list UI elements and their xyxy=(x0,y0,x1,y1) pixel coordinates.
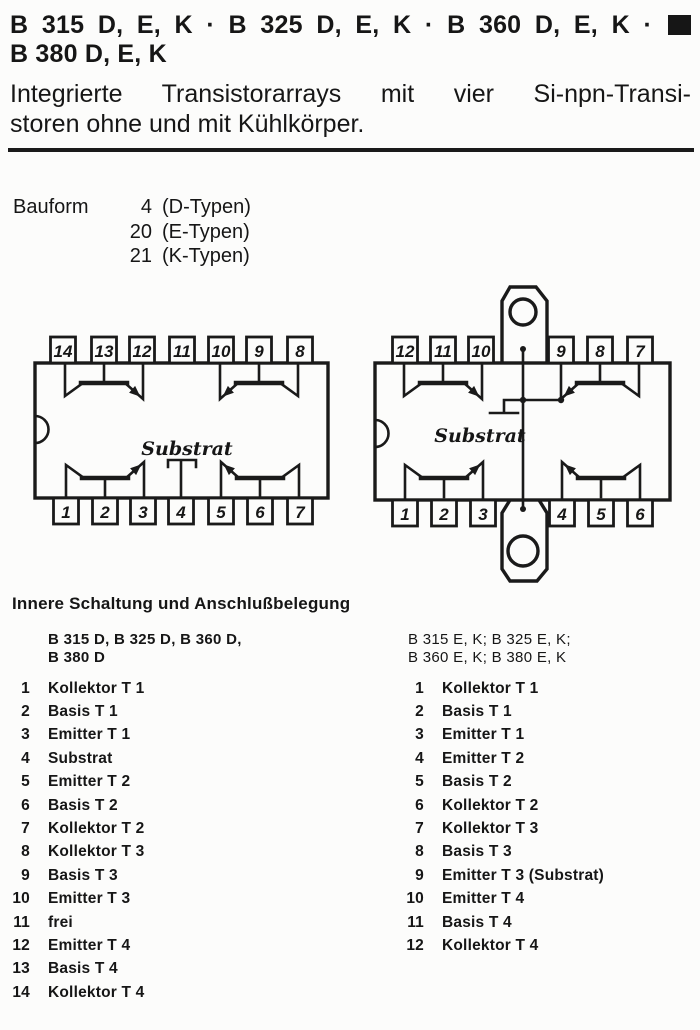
pin-number: 4 xyxy=(415,749,424,767)
pin-number: 2 xyxy=(415,703,424,721)
pin-row xyxy=(380,934,604,957)
pin-number: 11 xyxy=(13,913,30,931)
mounting-hole-top xyxy=(510,299,536,325)
pin-number: 12 xyxy=(395,342,415,361)
pin-label: Emitter T 1 xyxy=(442,726,525,744)
pin-row xyxy=(0,700,144,723)
pin-row xyxy=(380,864,604,887)
bauform-row xyxy=(13,195,251,220)
pin-row xyxy=(0,841,144,864)
pin-label: Emitter T 3 xyxy=(48,890,131,908)
corner-marker-square xyxy=(668,15,691,35)
pin-number: 9 xyxy=(254,342,264,361)
pin-row xyxy=(380,700,604,723)
pin-row xyxy=(0,677,144,700)
horizontal-rule xyxy=(8,148,694,152)
bauform-number: 20 xyxy=(129,220,152,243)
pin-row xyxy=(0,747,144,770)
pin-row xyxy=(0,771,144,794)
pin-row xyxy=(0,981,144,1004)
pin-label: Emitter T 4 xyxy=(48,936,131,954)
pin-label: Emitter T 1 xyxy=(48,726,131,744)
bauform-section xyxy=(13,195,251,269)
transistor-t4 xyxy=(65,363,143,399)
pin-number: 7 xyxy=(415,820,424,838)
substrate-symbol xyxy=(168,460,196,498)
pin1-notch xyxy=(375,420,389,447)
junction-dot xyxy=(520,397,526,403)
pin-row-bottom xyxy=(54,498,313,524)
pin-number: 12 xyxy=(132,342,152,361)
pin-label: Kollektor T 1 xyxy=(442,679,539,697)
bauform-row xyxy=(13,244,251,269)
pin-label: Basis T 4 xyxy=(48,960,118,978)
pin-label: Substrat xyxy=(48,749,113,767)
pin-row xyxy=(380,771,604,794)
pin-number: 4 xyxy=(557,505,567,524)
pin-label: Basis T 4 xyxy=(442,913,512,931)
pin-number: 10 xyxy=(211,342,231,361)
pin1-notch xyxy=(35,416,49,443)
pin-number: 8 xyxy=(415,843,424,861)
pin-number: 11 xyxy=(173,342,191,361)
pin-number: 6 xyxy=(415,796,424,814)
pin-number: 8 xyxy=(295,342,305,361)
pin-label: Emitter T 2 xyxy=(442,749,525,767)
pin-number: 7 xyxy=(21,820,30,838)
subtitle-line-1: Integrierte Transistorarrays mit vier Si-npn-Transi- xyxy=(10,80,691,108)
pin-label: Emitter T 3 (Substrat) xyxy=(442,866,605,884)
transistor-t2 xyxy=(562,462,640,498)
pin-row xyxy=(380,794,604,817)
bauform-type: (D-Typen) xyxy=(162,196,251,218)
bauform-row xyxy=(13,220,251,245)
junction-dot xyxy=(520,346,526,352)
bauform-number: 21 xyxy=(129,245,152,267)
pin-number: 4 xyxy=(21,749,30,767)
junction-dot xyxy=(520,506,526,512)
pin-number: 10 xyxy=(12,890,30,908)
page-title xyxy=(10,11,652,68)
transistor-t3 xyxy=(561,363,639,399)
pin-label: Kollektor T 1 xyxy=(48,679,145,697)
subtitle-line-2: storen ohne und mit Kühlkörper. xyxy=(10,110,365,138)
pin-number: 7 xyxy=(635,342,645,361)
pin-list-d-types xyxy=(0,677,144,1004)
pinout-left-header xyxy=(48,631,242,666)
pin-number: 14 xyxy=(53,342,73,361)
pin-number: 9 xyxy=(21,866,30,884)
pin-number: 2 xyxy=(21,703,30,721)
pin-label: Emitter T 2 xyxy=(48,773,131,791)
bauform-label: Bauform xyxy=(13,196,89,218)
title-line-1: B 315 D, E, K · B 325 D, E, K · B 360 D, E, K · xyxy=(10,11,652,39)
pin-number: 13 xyxy=(12,960,30,978)
pin-number: 10 xyxy=(406,890,424,908)
pin-label: Basis T 1 xyxy=(48,703,118,721)
mounting-hole-bottom xyxy=(508,536,538,566)
pinout-left-header-line1: B 315 D, B 325 D, B 360 D, xyxy=(48,631,242,648)
pin-row xyxy=(0,934,144,957)
pin-label: Basis T 3 xyxy=(442,843,512,861)
pin-number: 5 xyxy=(415,773,424,791)
pin-number: 6 xyxy=(21,796,30,814)
bauform-type: (E-Typen) xyxy=(162,220,250,243)
pin-number: 4 xyxy=(176,503,186,522)
dip14-package-diagram xyxy=(35,337,328,524)
pin-label: Emitter T 4 xyxy=(442,890,525,908)
pin-row xyxy=(0,794,144,817)
pin-number: 11 xyxy=(434,342,452,361)
pin-number: 7 xyxy=(295,503,305,522)
pinout-right-header-line2: B 360 E, K; B 380 E, K xyxy=(408,648,567,666)
pin-list-ek-types xyxy=(380,677,604,958)
pin-number: 12 xyxy=(406,936,424,954)
pin-label: Basis T 1 xyxy=(442,703,512,721)
pin-label: Kollektor T 3 xyxy=(442,820,539,838)
pinout-diagrams xyxy=(0,275,700,595)
pin-label: Kollektor T 3 xyxy=(48,843,145,861)
substrate-label: Substrat xyxy=(141,438,233,460)
pin-number: 5 xyxy=(216,503,226,522)
pin-number: 8 xyxy=(21,843,30,861)
pin-label: frei xyxy=(48,913,73,931)
pin-number: 2 xyxy=(439,505,449,524)
pin-number: 3 xyxy=(138,503,148,522)
pin-row xyxy=(380,724,604,747)
transistor-t3 xyxy=(220,363,298,399)
pin-number: 12 xyxy=(12,936,30,954)
pinout-left-header-line2: B 380 D xyxy=(48,648,106,666)
pin-number: 1 xyxy=(400,505,410,524)
pin-number: 5 xyxy=(21,773,30,791)
pin-row xyxy=(0,864,144,887)
transistor-t2 xyxy=(221,462,299,498)
pin-number: 5 xyxy=(596,505,606,524)
pin-number: 3 xyxy=(415,726,424,744)
pin-number: 11 xyxy=(407,913,424,931)
pin-label: Basis T 2 xyxy=(442,773,512,791)
pinout-heading: Innere Schaltung und Anschlußbelegung xyxy=(12,594,351,613)
pin-number: 10 xyxy=(471,342,491,361)
pin-number: 1 xyxy=(415,679,424,697)
pinout-right-header xyxy=(408,631,571,666)
pin-number: 6 xyxy=(255,503,265,522)
pin-row xyxy=(0,724,144,747)
pin-label: Kollektor T 4 xyxy=(48,983,145,1001)
pin-number: 6 xyxy=(635,505,645,524)
pin-label: Kollektor T 4 xyxy=(442,936,539,954)
pin-number: 8 xyxy=(595,342,605,361)
pin-number: 3 xyxy=(478,505,488,524)
transistor-t4 xyxy=(404,363,482,399)
pin-row xyxy=(380,841,604,864)
pin-row xyxy=(380,888,604,911)
pin-row-top xyxy=(51,337,313,363)
bauform-number: 4 xyxy=(140,196,152,218)
pin-number: 1 xyxy=(21,679,30,697)
pin-number: 2 xyxy=(100,503,110,522)
pin-number: 14 xyxy=(12,983,30,1001)
pin-row xyxy=(380,911,604,934)
pin-row xyxy=(380,677,604,700)
pin-number: 3 xyxy=(21,726,30,744)
pin-label: Kollektor T 2 xyxy=(442,796,539,814)
pinout-right-header-line1: B 315 E, K; B 325 E, K; xyxy=(408,631,571,648)
heatsink-tab-bottom xyxy=(502,500,547,581)
title-line-2: B 380 D, E, K xyxy=(10,39,167,68)
pin-number: 9 xyxy=(556,342,566,361)
page-subtitle xyxy=(10,79,691,139)
pin-row xyxy=(0,958,144,981)
pin-row xyxy=(380,817,604,840)
pin-label: Basis T 2 xyxy=(48,796,118,814)
substrate-label: Substrat xyxy=(434,425,526,447)
pin-label: Basis T 3 xyxy=(48,866,118,884)
dip12-heatsink-package-diagram xyxy=(375,287,670,581)
pin-row xyxy=(0,888,144,911)
pin-label: Kollektor T 2 xyxy=(48,820,145,838)
pin-number: 9 xyxy=(415,866,424,884)
transistor-t1 xyxy=(66,462,144,498)
pin-number: 13 xyxy=(94,342,114,361)
pin-row xyxy=(380,747,604,770)
bauform-type: (K-Typen) xyxy=(162,245,250,267)
pin-row xyxy=(0,911,144,934)
pin-number: 1 xyxy=(61,503,71,522)
pin-row xyxy=(0,817,144,840)
transistor-t1 xyxy=(405,462,483,498)
